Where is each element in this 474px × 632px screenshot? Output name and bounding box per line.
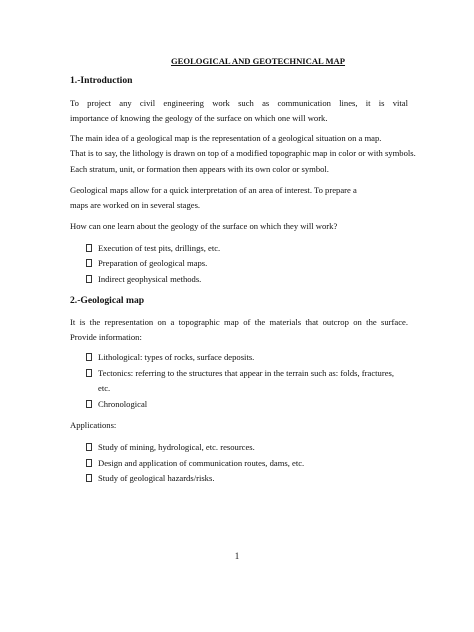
list-item-text: Design and application of communication routes, dams, etc. [98,458,305,468]
page-title [0,56,474,66]
list-item [86,243,221,253]
list-item [86,258,208,268]
list-item-text: Execution of test pits, drillings, etc. [98,243,221,253]
list-item-text: Study of geological hazards/risks. [98,473,215,483]
list-item [86,473,215,483]
bullet-box-icon [86,244,92,252]
list-item-text: Tectonics: referring to the structures that appear in the terrain such as: folds, fractures, [98,368,395,378]
question-line: How can one learn about the geology of the surface on which they will work? [70,221,338,231]
list-item-text: Study of mining, hydrological, etc. resources. [98,442,255,452]
list-item [86,458,305,468]
paragraph-line: Geological maps allow for a quick interpretation of an area of interest. To prepare a [70,185,357,195]
list-item [86,399,148,409]
paragraph-line: The main idea of a geological map is the representation of a geological situation on a map. [70,133,382,143]
paragraph-line: To project any civil engineering work such as communication lines, it is vital [70,98,408,108]
list-item [86,352,255,362]
paragraph-line: maps are worked on in several stages. [70,200,201,210]
paragraph-line: importance of knowing the geology of the surface on which one will work. [70,113,328,123]
section-heading-geological-map: 2.-Geological map [70,295,145,306]
bullet-box-icon [86,474,92,482]
paragraph-line: Each stratum, unit, or formation then appears with its own color or symbol. [70,164,329,174]
paragraph-line: Provide information: [70,332,142,342]
bullet-box-icon [86,443,92,451]
list-item [86,274,202,284]
list-item-continuation: etc. [98,383,111,393]
applications-label: Applications: [70,420,117,430]
list-item-text: Lithological: types of rocks, surface deposits. [98,352,255,362]
list-item-text: Preparation of geological maps. [98,258,208,268]
bullet-box-icon [86,369,92,377]
list-item [86,368,395,378]
bullet-box-icon [86,275,92,283]
bullet-box-icon [86,259,92,267]
section-heading-introduction: 1.-Introduction [70,75,133,86]
list-item-text: Indirect geophysical methods. [98,274,202,284]
paragraph-line: That is to say, the lithology is drawn on top of a modified topographic map in color or with symbols. [70,148,416,158]
list-item [86,442,255,452]
page-title-text: GEOLOGICAL AND GEOTECHNICAL MAP [170,56,346,66]
list-item-text: Chronological [98,399,148,409]
page-number: 1 [234,551,240,561]
bullet-box-icon [86,400,92,408]
bullet-box-icon [86,459,92,467]
bullet-box-icon [86,353,92,361]
paragraph-line: It is the representation on a topographic map of the materials that outcrop on the surface. [70,317,408,327]
